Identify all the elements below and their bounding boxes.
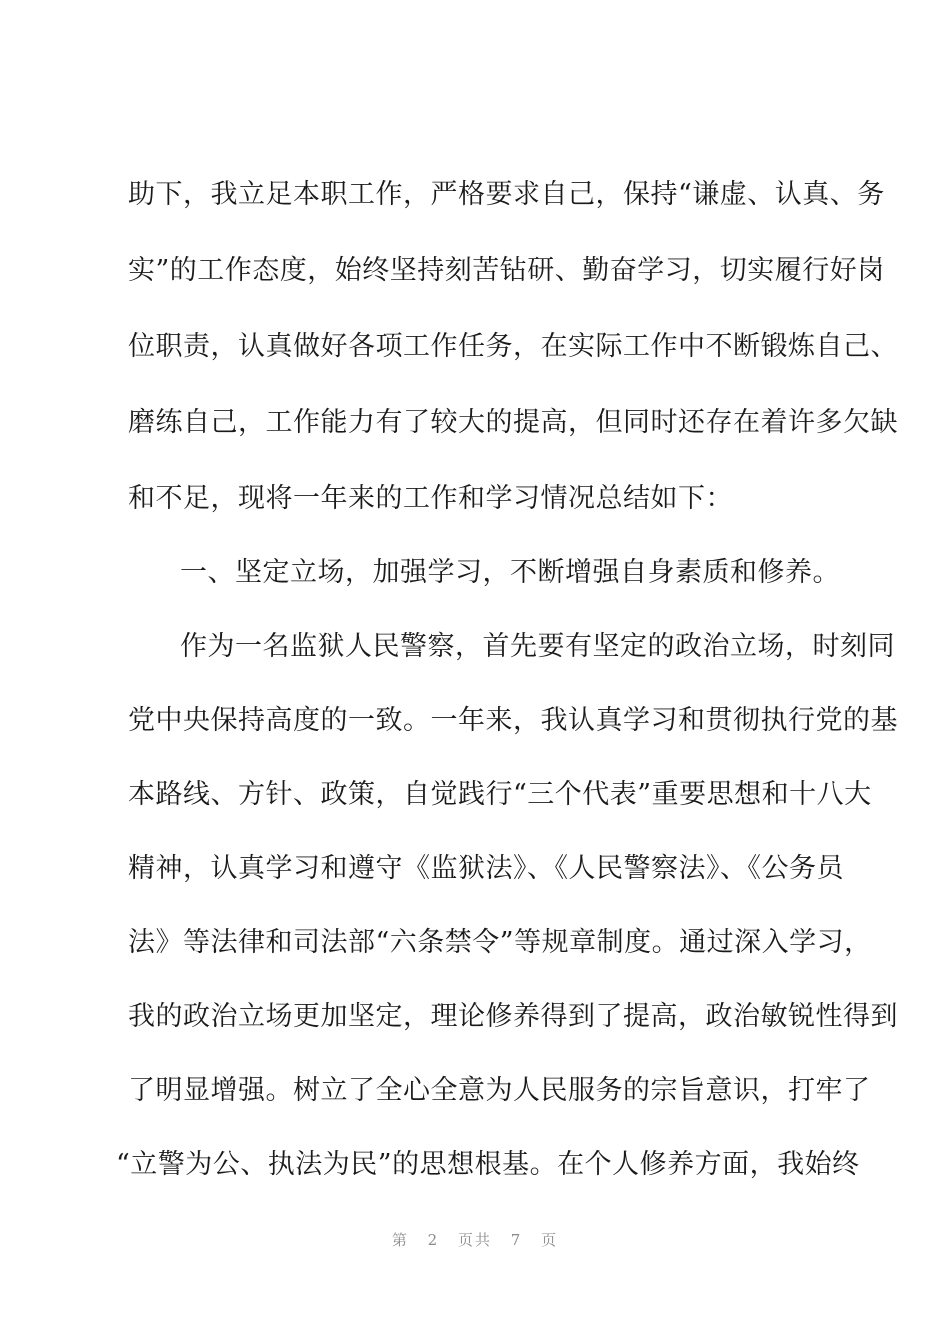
section-heading: 一、坚定立场，加强学习，不断增强自身素质和修养。 <box>180 557 840 588</box>
footer-prefix: 第 <box>391 1231 409 1249</box>
text-line: 本路线、方针、政策，自觉践行“三个代表”重要思想和十八大 <box>128 779 872 810</box>
page-number-footer <box>0 1229 950 1250</box>
text-line: 精神，认真学习和遵守《监狱法》、《人民警察法》、《公务员 <box>128 853 844 884</box>
footer-suffix: 页 <box>541 1231 559 1249</box>
footer-current-page: 2 <box>427 1231 440 1249</box>
text-line: 磨练自己，工作能力有了较大的提高，但同时还存在着许多欠缺 <box>128 407 898 438</box>
text-line: 位职责，认真做好各项工作任务，在实际工作中不断锻炼自己、 <box>128 331 898 362</box>
footer-middle: 页共 <box>457 1231 492 1249</box>
text-line: 党中央保持高度的一致。一年来，我认真学习和贯彻执行党的基 <box>128 705 898 736</box>
text-line: 助下，我立足本职工作，严格要求自己，保持“谦虚、认真、务 <box>128 179 885 210</box>
text-line: 法》等法律和司法部“六条禁令”等规章制度。通过深入学习， <box>128 927 872 958</box>
footer-total-pages: 7 <box>510 1231 523 1249</box>
text-line: 和不足，现将一年来的工作和学习情况总结如下： <box>128 483 733 514</box>
text-line: 作为一名监狱人民警察，首先要有坚定的政治立场，时刻同 <box>180 631 895 662</box>
text-line: 实”的工作态度，始终坚持刻苦钻研、勤奋学习，切实履行好岗 <box>128 255 885 286</box>
text-line: 我的政治立场更加坚定，理论修养得到了提高，政治敏锐性得到 <box>128 1001 898 1032</box>
text-line: 了明显增强。树立了全心全意为人民服务的宗旨意识，打牢了 <box>128 1075 871 1106</box>
text-line: “立警为公、执法为民”的思想根基。在个人修养方面，我始终 <box>116 1149 860 1180</box>
